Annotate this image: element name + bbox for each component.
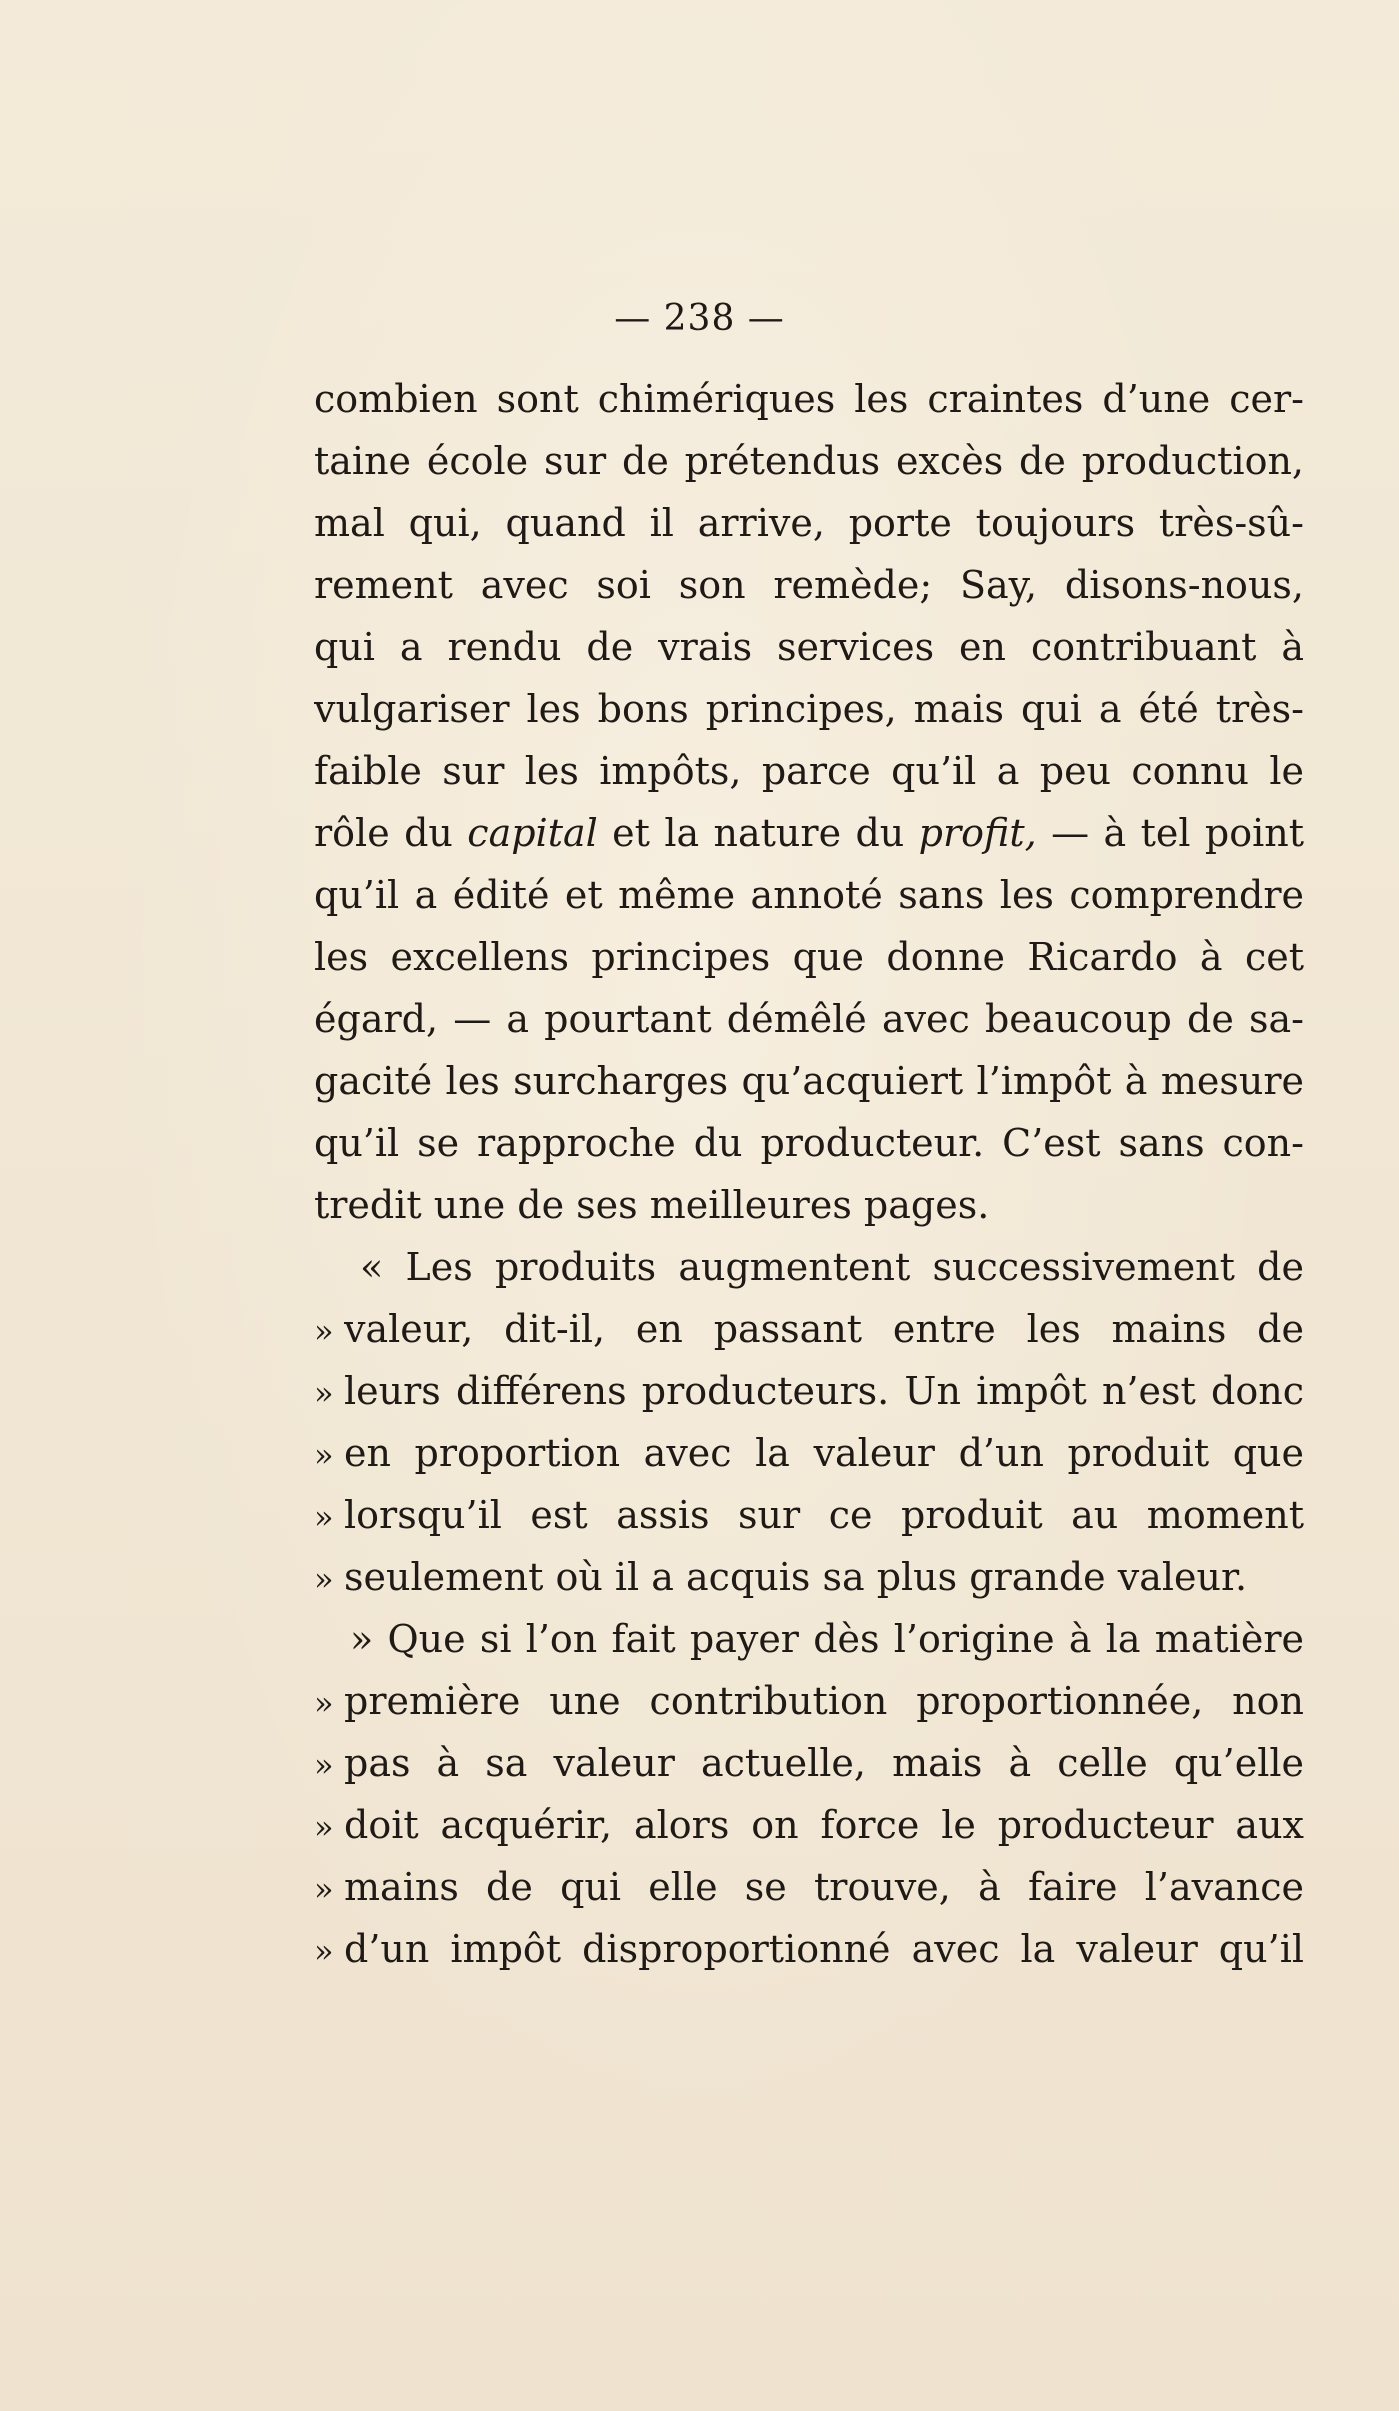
quote-line — [314, 1856, 1304, 1918]
text-line: les excellens principes que donne Ricardo à cet — [314, 935, 1304, 979]
quote-text: première une contribution proportionnée, non — [344, 1679, 1304, 1723]
quote-mark: » — [314, 1560, 334, 1598]
text-segment: et la nature du — [597, 811, 919, 855]
quote-text: en proportion avec la valeur d’un produit que — [344, 1431, 1304, 1475]
quote-text: lorsqu’il est assis sur ce produit au moment — [344, 1493, 1304, 1537]
text-line: qu’il a édité et même annoté sans les comprendre — [314, 873, 1304, 917]
quote-mark: » — [314, 1312, 334, 1350]
italic-term-profit: profit, — [918, 811, 1037, 855]
quote-line — [314, 1670, 1304, 1732]
text-line: qu’il se rapproche du producteur. C’est sans con- — [314, 1121, 1304, 1165]
text-segment: — à tel point — [1036, 811, 1304, 855]
text-line: rement avec soi son remède; Say, disons-nous, — [314, 563, 1304, 607]
quote-line — [314, 1298, 1304, 1360]
quote-line — [314, 1360, 1304, 1422]
text-line: tredit une de ses meilleures pages. — [314, 1183, 990, 1227]
quote-line — [314, 1546, 1304, 1608]
page-number: — 238 — — [614, 298, 785, 339]
quote-text: d’un impôt disproportionné avec la valeur qu’il — [344, 1927, 1304, 1971]
quote-line — [314, 1484, 1304, 1546]
quote-mark: » — [314, 1870, 334, 1908]
body-text — [314, 368, 1304, 1980]
text-line: gacité les surcharges qu’acquiert l’impôt à mesure — [314, 1059, 1304, 1103]
text-line: égard, — a pourtant démêlé avec beaucoup de sa- — [314, 997, 1304, 1041]
text-segment: rôle du — [314, 811, 468, 855]
quote-line — [314, 1918, 1304, 1980]
text-line: combien sont chimériques les craintes d’une cer- — [314, 377, 1304, 421]
text-line: vulgariser les bons principes, mais qui a été très- — [314, 687, 1304, 731]
text-line-with-italics — [314, 802, 1304, 864]
text-line: taine école sur de prétendus excès de production, — [314, 439, 1304, 483]
quote-line — [314, 1422, 1304, 1484]
quote-mark: » — [314, 1374, 334, 1412]
quote-mark: » — [314, 1498, 334, 1536]
quote-line — [314, 1732, 1304, 1794]
quote-mark: » — [314, 1746, 334, 1784]
quote-text: seulement où il a acquis sa plus grande valeur. — [344, 1555, 1248, 1599]
quote-first-line: « Les produits augmentent successivement de — [360, 1245, 1304, 1289]
text-line: mal qui, quand il arrive, porte toujours très-sû- — [314, 501, 1304, 545]
quote-text: pas à sa valeur actuelle, mais à celle qu’elle — [344, 1741, 1304, 1785]
quote-text: leurs différens producteurs. Un impôt n’est donc — [344, 1369, 1304, 1413]
quote-mark: » — [314, 1436, 334, 1474]
text-line: faible sur les impôts, parce qu’il a peu connu le — [314, 749, 1304, 793]
quote-mark: » — [314, 1808, 334, 1846]
quote2-first-line: » Que si l’on fait payer dès l’origine à la matière — [350, 1617, 1304, 1661]
quote-text: valeur, dit-il, en passant entre les mains de — [344, 1307, 1304, 1351]
text-line: qui a rendu de vrais services en contribuant à — [314, 625, 1304, 669]
quote-text: doit acquérir, alors on force le producteur aux — [344, 1803, 1304, 1847]
quote-line — [314, 1794, 1304, 1856]
italic-term-capital: capital — [467, 811, 598, 855]
quote-mark: » — [314, 1684, 334, 1722]
quote-mark: » — [314, 1932, 334, 1970]
quote-text: mains de qui elle se trouve, à faire l’avance — [344, 1865, 1304, 1909]
